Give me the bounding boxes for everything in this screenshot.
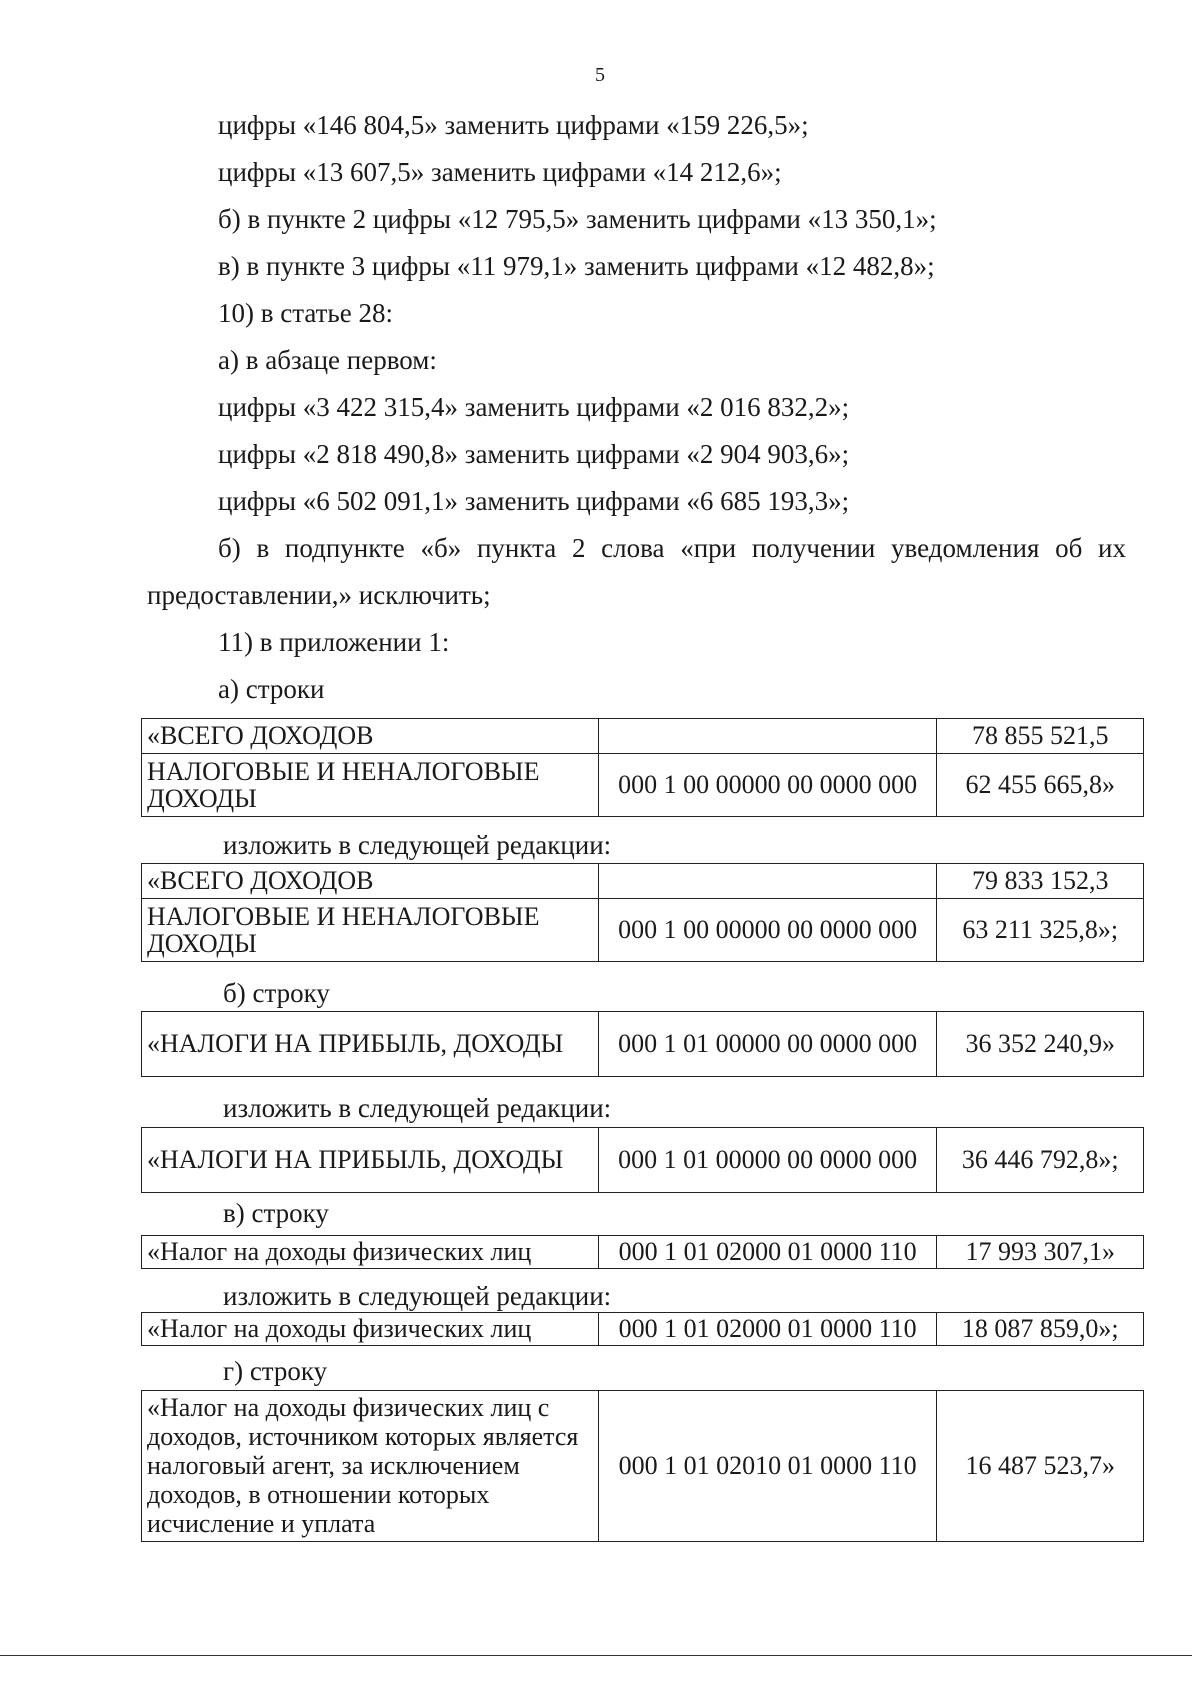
- table-row: [142, 899, 1144, 962]
- table-row: [142, 1313, 1144, 1346]
- amendment-table-v-new: [141, 1312, 1144, 1346]
- caption: в) строку: [223, 1198, 329, 1228]
- amendment-table-b-old: [141, 1011, 1144, 1077]
- table-cell: 18 087 859,0»;: [937, 1313, 1144, 1346]
- table-cell: «ВСЕГО ДОХОДОВ: [142, 719, 599, 754]
- text-line: б) в подпункте «б» пункта 2 слова «при получении уведомления об их: [218, 533, 1126, 563]
- caption: изложить в следующей редакции:: [223, 1093, 612, 1123]
- text-line: а) в абзаце первом:: [218, 345, 437, 375]
- table-cell: [598, 719, 937, 754]
- text-line: цифры «13 607,5» заменить цифрами «14 212,6»;: [218, 157, 782, 187]
- table-row: [142, 1128, 1144, 1193]
- table-cell: 000 1 01 00000 00 0000 000: [598, 1012, 937, 1077]
- text-line: цифры «146 804,5» заменить цифрами «159 226,5»;: [218, 110, 809, 140]
- table-cell: 79 833 152,3: [937, 864, 1144, 899]
- text-line: б) в пункте 2 цифры «12 795,5» заменить цифрами «13 350,1»;: [218, 204, 937, 234]
- table-cell: 000 1 01 00000 00 0000 000: [598, 1128, 937, 1193]
- table-cell: 36 352 240,9»: [937, 1012, 1144, 1077]
- text-line: 10) в статье 28:: [218, 298, 393, 328]
- table-cell: 17 993 307,1»: [937, 1236, 1144, 1269]
- table-cell: 63 211 325,8»;: [937, 899, 1144, 962]
- caption: изложить в следующей редакции:: [223, 1281, 612, 1311]
- table-cell: 78 855 521,5: [937, 719, 1144, 754]
- table-cell: «Налог на доходы физических лиц: [142, 1313, 599, 1346]
- table-row: [142, 1391, 1144, 1542]
- table-cell: 000 1 01 02000 01 0000 110: [598, 1236, 937, 1269]
- amendment-table-a-old: [141, 718, 1144, 817]
- text-line: цифры «3 422 315,4» заменить цифрами «2 016 832,2»;: [218, 392, 850, 422]
- table-row: [142, 864, 1144, 899]
- caption: изложить в следующей редакции:: [223, 830, 612, 860]
- table-cell: «Налог на доходы физических лиц с доходов, источником которых является налоговый агент, за исключением доходов, в отношении которых исчисление и уплата: [142, 1391, 599, 1542]
- table-row: [142, 719, 1144, 754]
- table-cell: 36 446 792,8»;: [937, 1128, 1144, 1193]
- amendment-table-b-new: [141, 1127, 1144, 1193]
- amendment-table-a-new: [141, 863, 1144, 962]
- page-number: 5: [595, 64, 605, 86]
- text-line: предоставлении,» исключить;: [147, 580, 491, 610]
- text-line: цифры «6 502 091,1» заменить цифрами «6 685 193,3»;: [218, 486, 850, 516]
- table-cell: НАЛОГОВЫЕ И НЕНАЛОГОВЫЕ ДОХОДЫ: [142, 754, 599, 817]
- table-cell: 000 1 00 00000 00 0000 000: [598, 899, 937, 962]
- table-cell: 000 1 01 02010 01 0000 110: [598, 1391, 937, 1542]
- table-cell: «НАЛОГИ НА ПРИБЫЛЬ, ДОХОДЫ: [142, 1012, 599, 1077]
- table-row: [142, 1236, 1144, 1269]
- caption: г) строку: [223, 1356, 328, 1386]
- table-cell: «Налог на доходы физических лиц: [142, 1236, 599, 1269]
- table-cell: 62 455 665,8»: [937, 754, 1144, 817]
- amendment-table-g-old: [141, 1390, 1144, 1542]
- table-cell: [598, 864, 937, 899]
- text-line: а) строки: [218, 674, 325, 704]
- table-row: [142, 754, 1144, 817]
- table-cell: 16 487 523,7»: [937, 1391, 1144, 1542]
- table-cell: «НАЛОГИ НА ПРИБЫЛЬ, ДОХОДЫ: [142, 1128, 599, 1193]
- caption: б) строку: [223, 978, 330, 1008]
- table-cell: «ВСЕГО ДОХОДОВ: [142, 864, 599, 899]
- table-row: [142, 1012, 1144, 1077]
- footer-divider: [0, 1655, 1192, 1656]
- text-line: в) в пункте 3 цифры «11 979,1» заменить цифрами «12 482,8»;: [218, 251, 935, 281]
- text-line: 11) в приложении 1:: [218, 627, 450, 657]
- table-cell: 000 1 00 00000 00 0000 000: [598, 754, 937, 817]
- amendment-table-v-old: [141, 1235, 1144, 1269]
- table-cell: 000 1 01 02000 01 0000 110: [598, 1313, 937, 1346]
- text-line: цифры «2 818 490,8» заменить цифрами «2 904 903,6»;: [218, 439, 850, 469]
- table-cell: НАЛОГОВЫЕ И НЕНАЛОГОВЫЕ ДОХОДЫ: [142, 899, 599, 962]
